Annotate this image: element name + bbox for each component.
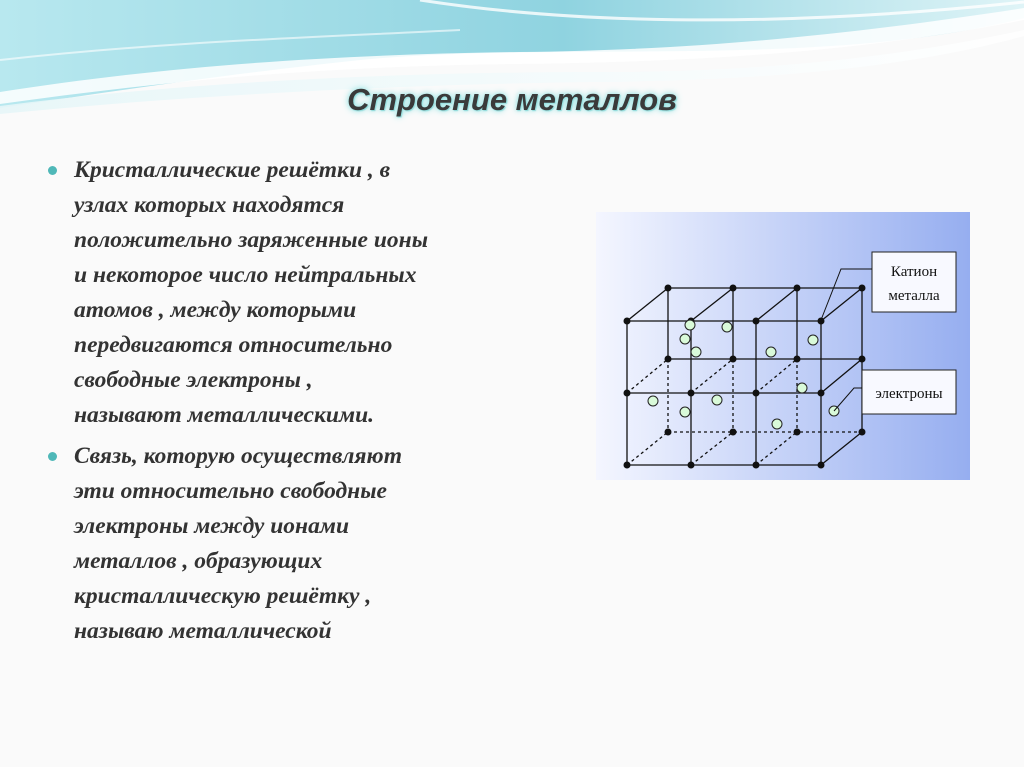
bullet-line: Связь, которую осуществляют — [74, 443, 402, 469]
bullet-line: узлах которых находятся — [74, 192, 345, 218]
bullet-list — [42, 153, 562, 655]
bullet-line: называют металлическими. — [74, 402, 375, 428]
bullet-line: и некоторое число нейтральных — [74, 262, 417, 288]
electrons-label: электроны — [875, 386, 943, 402]
slide-title: Строение металлов — [347, 82, 677, 117]
bullet-line: атомов , между которыми — [74, 297, 357, 323]
bullet-dot-icon — [48, 452, 57, 461]
bullet-item-bond — [42, 439, 562, 649]
bullet-dot-icon — [48, 166, 57, 175]
bullet-line: Кристаллические решётки , в — [74, 157, 391, 183]
bullet-line: электроны между ионами — [74, 513, 350, 539]
bullet-item-definition — [42, 153, 562, 433]
bullet-line: свободные электроны , — [74, 367, 313, 393]
bullet-line: эти относительно свободные — [74, 478, 387, 504]
bullet-line: называю металлической — [74, 618, 332, 644]
bullet-line: кристаллическую решётку , — [74, 583, 372, 609]
cation-label-line1: Катион — [890, 264, 938, 280]
cation-label-line2: металла — [888, 288, 940, 304]
bullet-line: передвигаются относительно — [74, 332, 393, 358]
metal-lattice-diagram — [596, 212, 970, 480]
bullet-line: положительно заряженные ионы — [74, 227, 429, 253]
bullet-line: металлов , образующих — [74, 548, 323, 574]
